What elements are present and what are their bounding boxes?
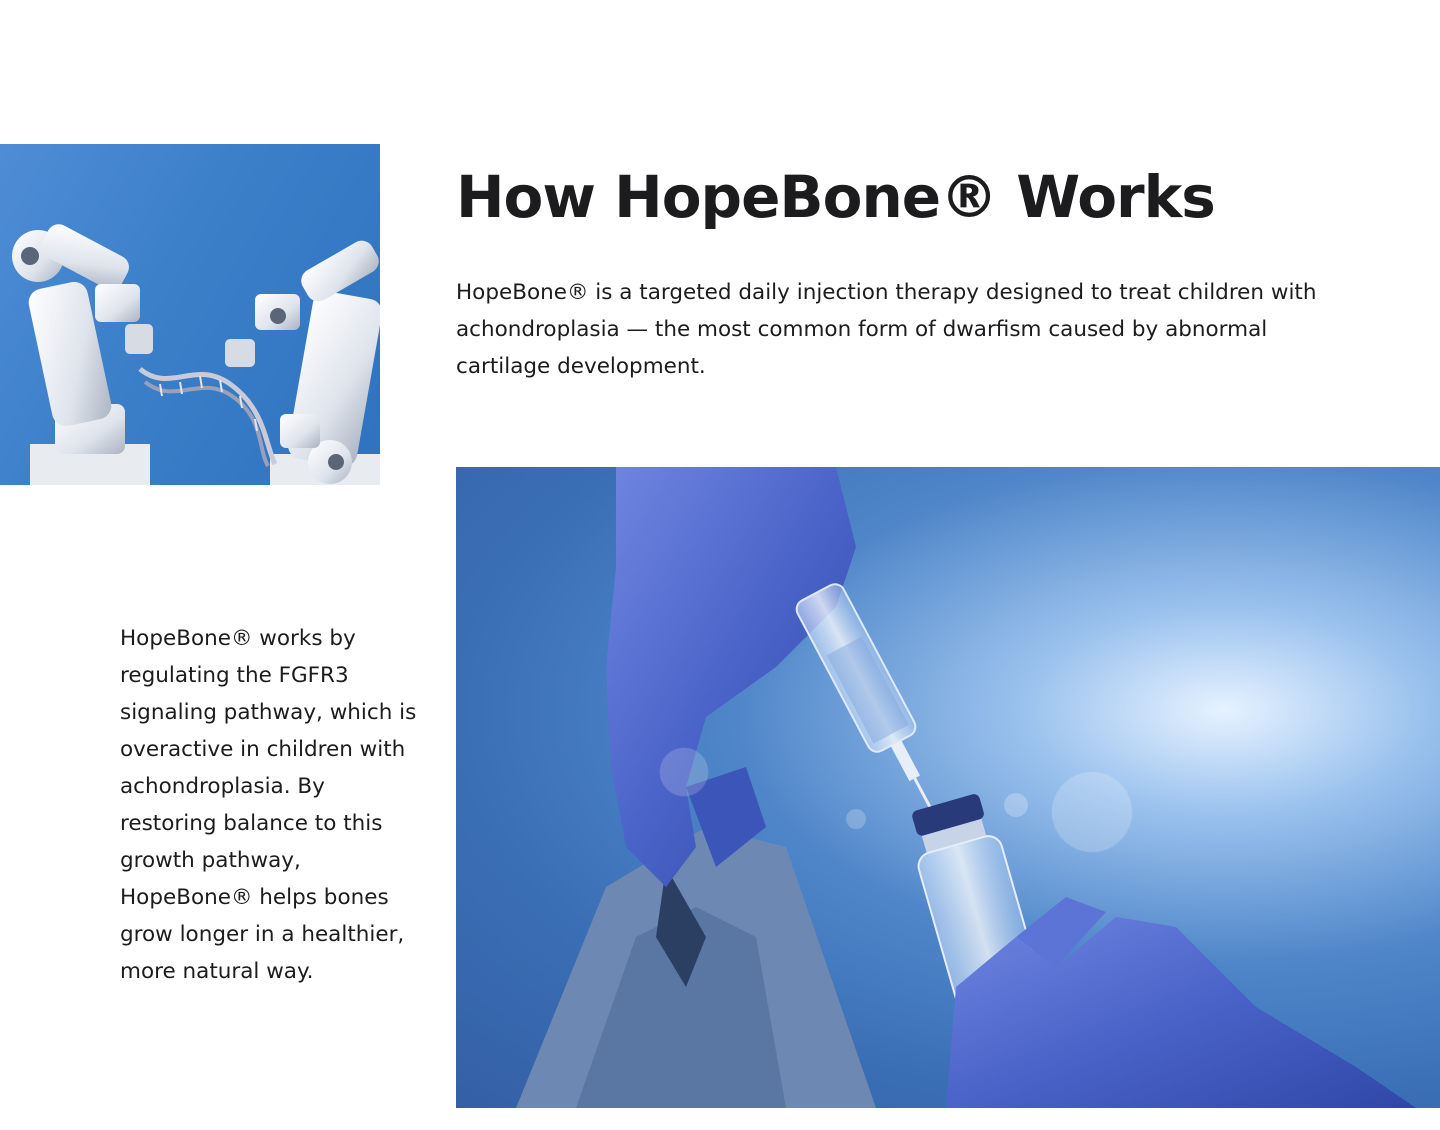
robotic-arms-dna-image [0,144,380,485]
robotic-arms-illustration [0,144,380,485]
page-title: How HopeBone® Works [456,163,1215,231]
injection-vial-image [456,467,1440,1108]
intro-paragraph: HopeBone® is a targeted daily injection therapy designed to treat children with achondroplasia — the most common form of dwarfism caused by abnormal cartilage development. [456,280,1317,379]
injection-illustration [456,467,1440,1108]
mechanism-paragraph: HopeBone® works by regulating the FGFR3 signaling pathway, which is overactive in children with achondroplasia. By restoring balance to this growth pathway, HopeBone® helps bones grow longer in a healthier, more natural way. [120,626,417,984]
